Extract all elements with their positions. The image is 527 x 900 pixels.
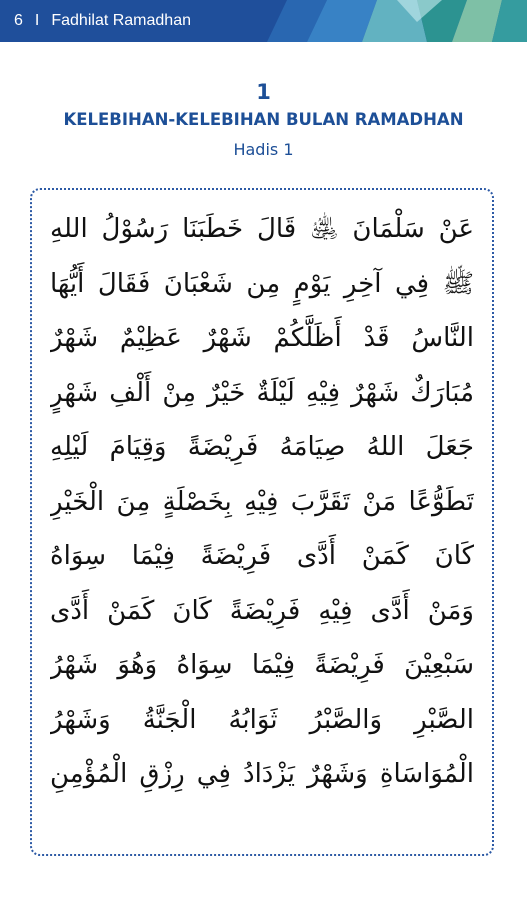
hadith-line: جَعَلَ اللهُ صِيَامَهُ فَرِيْضَةً وَقِيَامَ لَيْلِهِ: [50, 432, 474, 462]
hadith-line: النَّاسُ قَدْ أَظَلَّكُمْ شَهْرٌ عَظِيْمٌ شَهْرٌ: [50, 323, 474, 353]
page-header: [0, 0, 527, 42]
hadith-line: وَمَنْ أَدَّى فِيْهِ فَرِيْضَةً كَانَ كَمَنْ أَدَّى: [50, 595, 474, 626]
hadith-line: ﷺ فِي آخِرِ يَوْمٍ مِن شَعْبَانَ فَقَالَ أَيُّهَا: [50, 268, 474, 299]
hadith-line: كَانَ كَمَنْ أَدَّى فَرِيْضَةً فِيْمَا سِوَاهُ: [50, 541, 474, 571]
book-title: Fadhilat Ramadhan: [51, 12, 191, 29]
header-separator: I: [34, 12, 40, 29]
hadith-line: الصَّبْرِ وَالصَّبْرُ ثَوَابُهُ الْجَنَّةُ وَشَهْرُ: [50, 704, 474, 735]
header-decoration: [267, 0, 527, 42]
page-number: 6: [14, 12, 23, 29]
header-title: [14, 0, 191, 42]
chapter-title: KELEBIHAN-KELEBIHAN BULAN RAMADHAN: [63, 110, 464, 129]
chapter-number: 1: [256, 80, 271, 104]
chapter-subtitle: Hadis 1: [233, 140, 294, 159]
hadith-line: سَبْعِيْنَ فَرِيْضَةً فِيْمَا سِوَاهُ وَهُوَ شَهْرُ: [50, 650, 474, 680]
hadith-line: مُبَارَكٌ شَهْرٌ فِيْهِ لَيْلَةٌ خَيْرٌ مِنْ أَلْفِ شَهْرٍ: [50, 377, 474, 408]
hadith-line: تَطَوُّعًا مَنْ تَقَرَّبَ فِيْهِ بِخَصْلَةٍ مِنَ الْخَيْرِ: [50, 486, 474, 517]
hadith-arabic-text: [50, 202, 474, 802]
hadith-line: الْمُوَاسَاةِ وَشَهْرٌ يَزْدَادُ فِي رِزْقِ الْمُؤْمِنِ: [50, 759, 474, 789]
hadith-line: عَنْ سَلْمَانَ ﵁ قَالَ خَطَبَنَا رَسُوْلُ اللهِ: [50, 214, 474, 244]
hadith-box: [30, 188, 494, 856]
